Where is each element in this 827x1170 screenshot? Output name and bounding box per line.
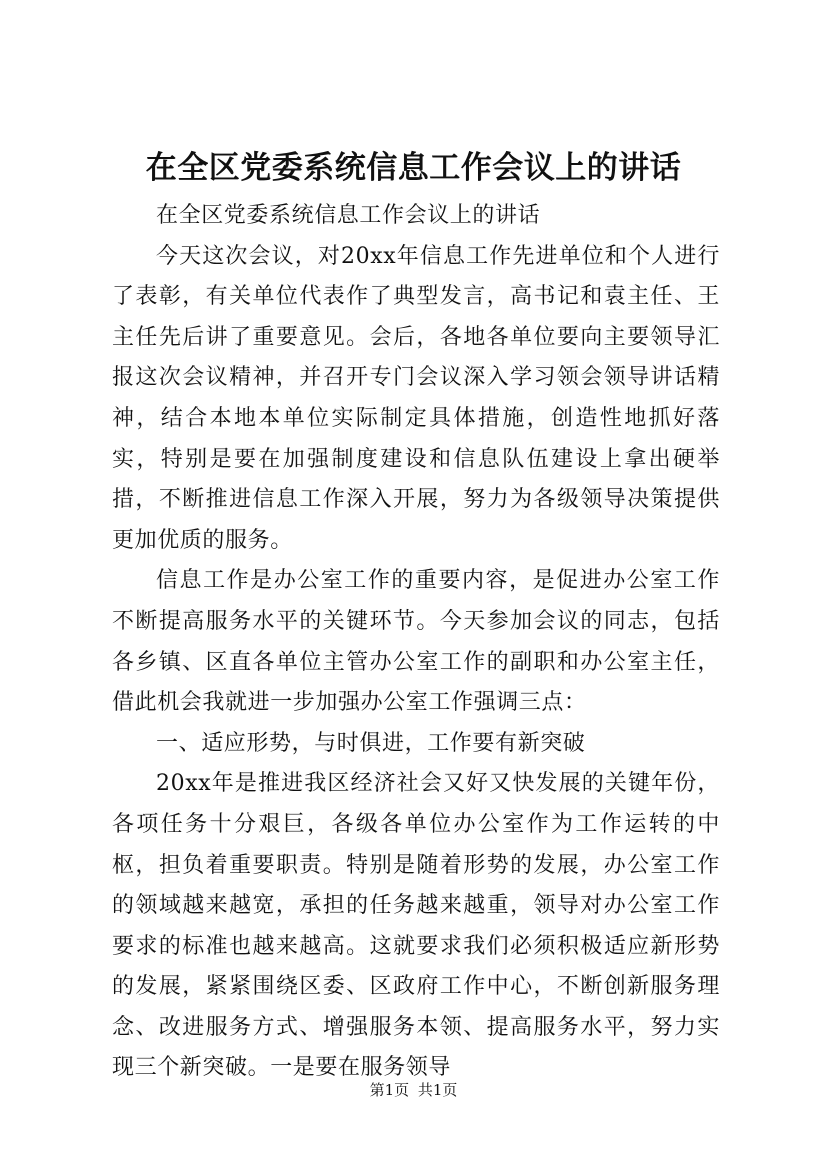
document-body bbox=[112, 196, 720, 1089]
document-title: 在全区党委系统信息工作会议上的讲话 bbox=[145, 150, 682, 186]
paragraph-2: 信息工作是办公室工作的重要内容，是促进办公室工作不断提高服务水平的关键环节。今天参加会议的同志，包括各乡镇、区直各单位主管办公室工作的副职和办公室主任，借此机会我就进一步加强办公室工作强调三点： bbox=[112, 568, 720, 716]
paragraph-subtitle: 在全区党委系统信息工作会议上的讲话 bbox=[156, 203, 541, 228]
page-footer bbox=[0, 1080, 827, 1100]
page-total: 共1页 bbox=[417, 1081, 458, 1099]
paragraph-1: 今天这次会议，对20xx年信息工作先进单位和个人进行了表彰，有关单位代表作了典型发言，高书记和袁主任、王主任先后讲了重要意见。会后，各地各单位要向主要领导汇报这次会议精神，并召开专门会议深入学习领会领导讲话精神，结合本地本单位实际制定具体措施，创造性地抓好落实，特别是要在加强制度建设和信息队伍建设上拿出硬举措，不断推进信息工作深入开展，努力为各级领导决策提供更加优质的服务。 bbox=[112, 243, 720, 553]
paragraph-3: 20xx年是推进我区经济社会又好又快发展的关键年份，各项任务十分艰巨，各级各单位办公室作为工作运转的中枢，担负着重要职责。特别是随着形势的发展，办公室工作的领域越来越宽，承担的任务越来越重，领导对办公室工作要求的标准也越来越高。这就要求我们必须积极适应新形势的发展，紧紧围绕区委、区政府工作中心，不断创新服务理念、改进服务方式、增强服务本领、提高服务水平，努力实现三个新突破。一是要在服务领导 bbox=[112, 771, 720, 1081]
section-heading-1: 一、适应形势，与时俱进，工作要有新突破 bbox=[156, 730, 586, 756]
page-number: 第1页 bbox=[369, 1081, 410, 1099]
